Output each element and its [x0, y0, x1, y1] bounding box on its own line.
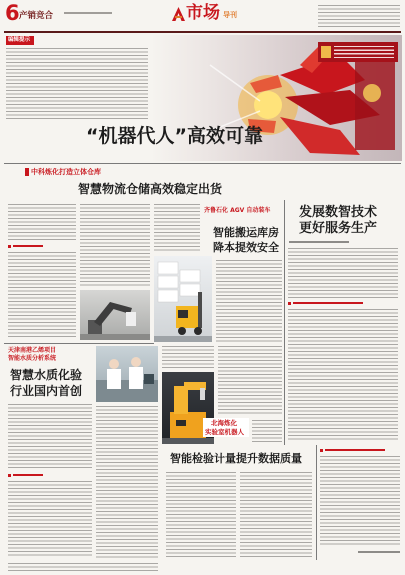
digital-subhead-marker-1	[288, 302, 291, 305]
digital-byline	[289, 241, 349, 243]
digital-body-b	[288, 309, 398, 441]
warehouse-headline: 智慧物流仓储高效稳定出货	[78, 182, 223, 196]
water-subhead-marker	[8, 474, 11, 477]
issue-date-line	[64, 12, 112, 14]
section-title: 产销竞合	[19, 11, 54, 21]
digital-body-c	[320, 456, 400, 546]
lab-label-line1: 北海炼化	[211, 419, 237, 427]
lab-body-right	[218, 346, 282, 416]
warehouse-body-col1-a	[8, 204, 76, 242]
water-subhead	[13, 474, 43, 476]
agv-body-text	[216, 260, 282, 342]
intro-text	[6, 48, 148, 120]
lab-body-caption-side	[252, 420, 282, 442]
header-rule	[4, 31, 401, 33]
water-body-col1-a	[8, 404, 92, 470]
water-headline-line2: 行业国内首创	[10, 384, 83, 398]
logo-title: 市场	[186, 3, 220, 23]
lab-headline: 智能检验计量提升数据质量	[170, 452, 302, 465]
digital-signature	[358, 551, 400, 553]
lab-image-caption	[203, 418, 249, 437]
agv-label: 齐鲁石化 AGV 自动装车	[204, 207, 271, 214]
water-label-line1: 天津南港乙烯项目	[8, 347, 57, 354]
intro-label-text: 编辑提示	[8, 37, 31, 43]
page-footer-credits	[8, 563, 158, 571]
right-column-divider-lower	[316, 445, 317, 560]
masthead-info-text	[318, 5, 400, 27]
top-section-divider	[4, 163, 401, 164]
warehouse-body-col1-b	[8, 252, 76, 338]
intro-label	[6, 36, 34, 45]
warehouse-label: 中科炼化打造立体仓库	[31, 168, 101, 176]
main-headline: “机器代人”高效可靠	[86, 125, 263, 147]
warehouse-subhead-marker	[8, 245, 11, 248]
agv-forklift-image	[154, 256, 212, 342]
warehouse-subhead	[13, 245, 43, 247]
lab-body-col1	[166, 472, 236, 558]
right-column-divider-upper	[284, 200, 285, 445]
water-label-line2: 智能水质分析系统	[8, 355, 57, 362]
logo-subtitle: 导刊	[223, 11, 237, 19]
lab-staff-image	[96, 346, 158, 402]
lab-label-line2: 实验室机器人	[205, 428, 244, 436]
page-number: 6	[5, 1, 20, 25]
warehouse-body-col2	[80, 204, 150, 286]
logo-icon	[172, 7, 185, 21]
lower-left-divider	[4, 343, 154, 344]
hero-badge	[318, 42, 398, 62]
water-body-col2	[96, 406, 158, 558]
warehouse-robot-arm-image	[80, 290, 150, 340]
badge-text	[334, 46, 394, 59]
water-headline-line1: 智慧水质化验	[10, 368, 83, 382]
warehouse-body-col3	[154, 204, 200, 252]
digital-subhead-2	[325, 449, 385, 451]
column-logo	[172, 2, 242, 28]
digital-subhead-1	[293, 302, 363, 304]
badge-icon	[321, 46, 331, 58]
digital-body-a	[288, 248, 398, 298]
page-header	[0, 0, 405, 32]
digital-headline-line1: 发展数智技术	[299, 205, 378, 220]
lab-body-top	[162, 346, 214, 370]
digital-subhead-marker-2	[320, 449, 323, 452]
digital-headline-line2: 更好服务生产	[299, 221, 378, 236]
warehouse-label-marker	[25, 168, 29, 176]
agv-headline-line2: 降本提效安全	[213, 241, 279, 254]
lab-body-col2	[240, 472, 312, 558]
water-body-col1-b	[8, 481, 92, 558]
agv-headline-line1: 智能搬运库房	[213, 226, 279, 239]
